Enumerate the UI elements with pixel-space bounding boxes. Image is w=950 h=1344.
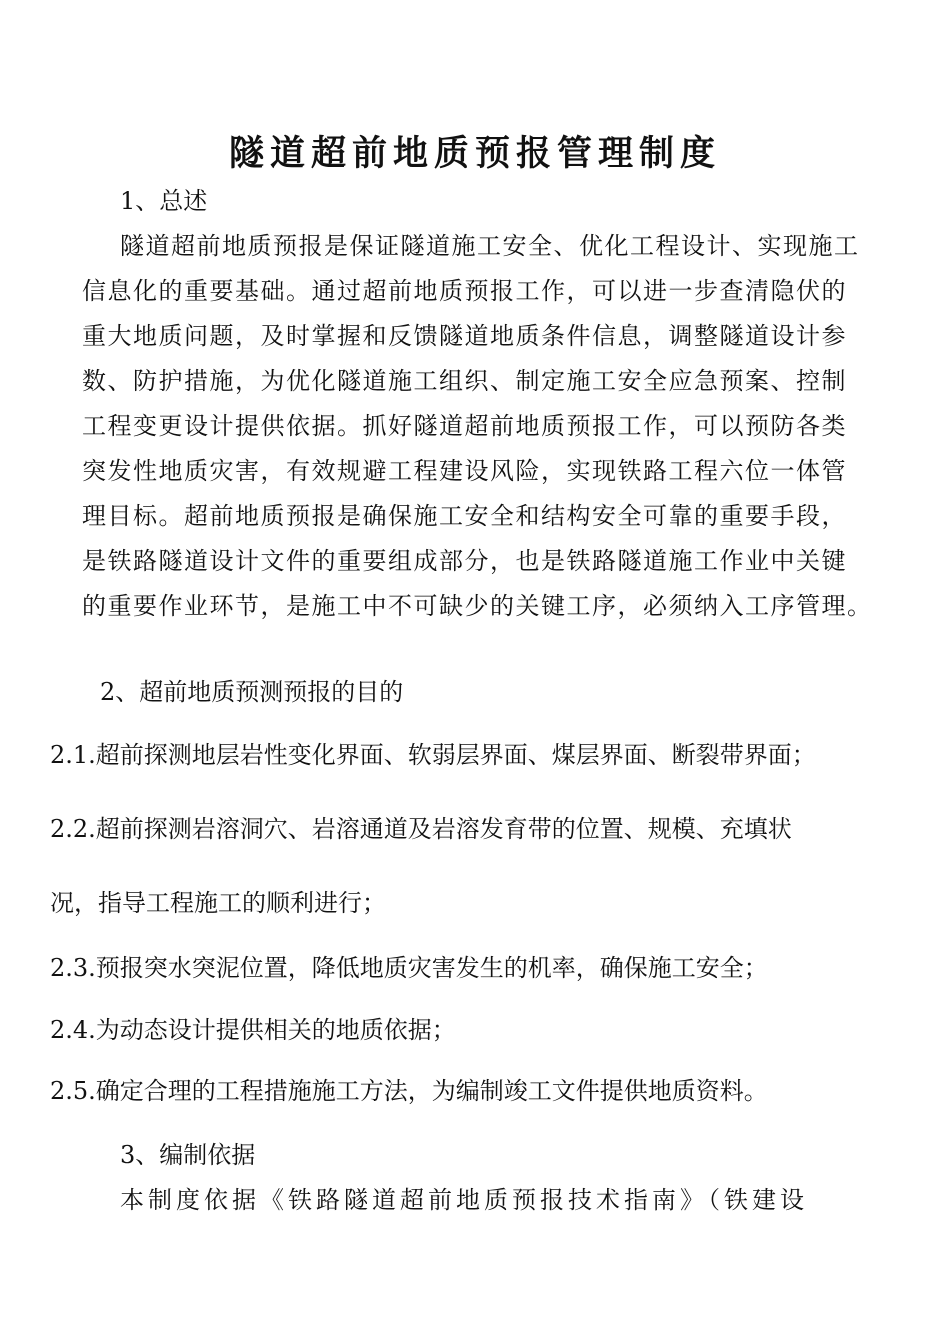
section-1-line: 理目标。超前地质预报是确保施工安全和结构安全可靠的重要手段，	[82, 502, 847, 530]
section-3-heading: 3、编制依据	[120, 1141, 256, 1169]
section-1-line: 信息化的重要基础。通过超前地质预报工作，可以进一步查清隐伏的	[82, 277, 847, 305]
document-title: 隧道超前地质预报管理制度	[228, 134, 721, 174]
section-1-heading: 1、总述	[120, 187, 208, 215]
section-2-item: 况，指导工程施工的顺利进行；	[50, 889, 386, 917]
section-2-heading: 2、超前地质预测预报的目的	[100, 678, 404, 706]
section-1-line: 数、防护措施，为优化隧道施工组织、制定施工安全应急预案、控制	[82, 367, 847, 395]
section-2-item: 2.4.为动态设计提供相关的地质依据；	[50, 1016, 456, 1044]
section-1-line: 是铁路隧道设计文件的重要组成部分，也是铁路隧道施工作业中关键	[82, 547, 847, 575]
section-1-line: 工程变更设计提供依据。抓好隧道超前地质预报工作，可以预防各类	[82, 412, 847, 440]
section-2-item: 2.3.预报突水突泥位置，降低地质灾害发生的机率，确保施工安全；	[50, 954, 768, 982]
section-1-line: 的重要作业环节，是施工中不可缺少的关键工序，必须纳入工序管理。	[82, 592, 873, 620]
section-3-line: 本制度依据《铁路隧道超前地质预报技术指南》（铁建设	[120, 1186, 808, 1214]
section-2-item: 2.2.超前探测岩溶洞穴、岩溶通道及岩溶发育带的位置、规模、充填状	[50, 815, 792, 843]
section-1-line: 突发性地质灾害，有效规避工程建设风险，实现铁路工程六位一体管	[82, 457, 847, 485]
section-2-item: 2.5.确定合理的工程措施施工方法，为编制竣工文件提供地质资料。	[50, 1077, 768, 1105]
section-1-line: 隧道超前地质预报是保证隧道施工安全、优化工程设计、实现施工	[120, 232, 860, 260]
section-2-item: 2.1.超前探测地层岩性变化界面、软弱层界面、煤层界面、断裂带界面；	[50, 741, 816, 769]
section-1-line: 重大地质问题，及时掌握和反馈隧道地质条件信息，调整隧道设计参	[82, 322, 847, 350]
